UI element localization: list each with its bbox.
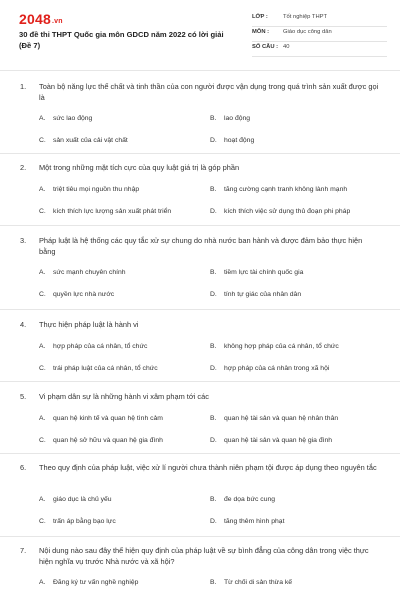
option-letter: A. bbox=[39, 186, 46, 193]
option-letter: B. bbox=[210, 343, 217, 350]
option-a[interactable] bbox=[39, 415, 163, 422]
question-number: 4. bbox=[20, 320, 27, 329]
question-divider bbox=[0, 309, 400, 310]
question-number: 1. bbox=[20, 82, 27, 91]
option-letter: C. bbox=[39, 291, 46, 298]
option-text: sản xuất của cải vật chất bbox=[53, 137, 128, 144]
option-text: quan hệ sở hữu và quan hệ gia đình bbox=[53, 437, 163, 444]
option-text: quyền lực nhà nước bbox=[53, 291, 115, 298]
question-text: Một trong những mặt tích cực của quy luật giá trị là góp phần bbox=[39, 163, 240, 172]
question-divider bbox=[0, 153, 400, 154]
question-text: Nội dung nào sau đây thể hiện quy định của pháp luật về sự bình đẳng của công dân trong việc thực hiện nghĩa vụ trước Nhà nước và xã hội? bbox=[39, 546, 369, 566]
option-text: hoạt động bbox=[224, 137, 255, 144]
option-text: Từ chối di sản thừa kế bbox=[224, 579, 293, 586]
option-b[interactable] bbox=[210, 496, 275, 503]
option-d[interactable] bbox=[210, 291, 301, 298]
option-b[interactable] bbox=[210, 579, 292, 586]
option-letter: D. bbox=[210, 437, 217, 444]
question-number: 3. bbox=[20, 236, 27, 245]
question-text: Toàn bộ năng lực thể chất và tinh thần của con người được vận dụng trong quá trình sản xuất được gọi là bbox=[39, 82, 379, 102]
option-text: tiềm lực tài chính quốc gia bbox=[224, 269, 304, 276]
option-d[interactable] bbox=[210, 365, 329, 372]
option-letter: A. bbox=[39, 115, 46, 122]
option-text: không hợp pháp của cá nhân, tổ chức bbox=[224, 343, 339, 350]
option-b[interactable] bbox=[210, 186, 347, 193]
option-text: giáo dục là chủ yếu bbox=[53, 496, 112, 503]
meta-key: MÔN : bbox=[252, 29, 270, 35]
option-b[interactable] bbox=[210, 115, 250, 122]
question-divider bbox=[0, 536, 400, 537]
option-text: hợp pháp của cá nhân trong xã hội bbox=[224, 365, 330, 372]
option-c[interactable] bbox=[39, 291, 114, 298]
option-text: quan hệ kinh tế và quan hệ tình cảm bbox=[53, 415, 163, 422]
header-divider bbox=[0, 70, 400, 71]
option-text: đe dọa bức cung bbox=[224, 496, 276, 503]
meta-key: SỐ CÂU : bbox=[252, 44, 279, 50]
option-a[interactable] bbox=[39, 186, 139, 193]
option-text: kích thích lực lượng sản xuất phát triển bbox=[53, 208, 172, 215]
option-letter: D. bbox=[210, 137, 217, 144]
option-text: tính tự giác của nhân dân bbox=[224, 291, 302, 298]
option-letter: C. bbox=[39, 518, 46, 525]
meta-row-count bbox=[252, 42, 387, 57]
option-text: quan hệ tài sản và quan hệ nhân thân bbox=[224, 415, 339, 422]
meta-key: LỚP : bbox=[252, 14, 268, 20]
question-divider bbox=[0, 381, 400, 382]
option-a[interactable] bbox=[39, 343, 147, 350]
option-c[interactable] bbox=[39, 208, 171, 215]
option-c[interactable] bbox=[39, 137, 128, 144]
option-letter: B. bbox=[210, 269, 217, 276]
option-d[interactable] bbox=[210, 208, 350, 215]
option-letter: A. bbox=[39, 343, 46, 350]
page-header bbox=[0, 0, 400, 68]
meta-row-subject bbox=[252, 27, 387, 42]
option-d[interactable] bbox=[210, 137, 254, 144]
option-a[interactable] bbox=[39, 269, 126, 276]
question-number: 2. bbox=[20, 163, 27, 172]
option-letter: D. bbox=[210, 291, 217, 298]
option-letter: C. bbox=[39, 437, 46, 444]
option-a[interactable] bbox=[39, 579, 138, 586]
question-number: 5. bbox=[20, 392, 27, 401]
option-letter: A. bbox=[39, 579, 46, 586]
option-letter: D. bbox=[210, 518, 217, 525]
meta-table bbox=[252, 12, 387, 57]
option-c[interactable] bbox=[39, 437, 163, 444]
option-letter: C. bbox=[39, 208, 46, 215]
option-c[interactable] bbox=[39, 518, 116, 525]
option-letter: B. bbox=[210, 579, 217, 586]
option-text: triệt tiêu mọi nguồn thu nhập bbox=[53, 186, 140, 193]
option-a[interactable] bbox=[39, 115, 92, 122]
option-text: quan hệ tài sản và quan hệ gia đình bbox=[224, 437, 333, 444]
option-text: tăng cường cạnh tranh không lành mạnh bbox=[224, 186, 348, 193]
meta-value[interactable]: Tốt nghiệp THPT bbox=[283, 14, 328, 20]
option-text: Đăng ký tư vấn nghề nghiệp bbox=[53, 579, 139, 586]
option-d[interactable] bbox=[210, 437, 332, 444]
option-b[interactable] bbox=[210, 343, 339, 350]
site-logo[interactable] bbox=[19, 11, 63, 27]
question-text: Thực hiện pháp luật là hành vi bbox=[39, 320, 139, 329]
option-text: sức mạnh chuyên chính bbox=[53, 269, 126, 276]
option-letter: A. bbox=[39, 496, 46, 503]
meta-value: 40 bbox=[283, 44, 290, 50]
option-c[interactable] bbox=[39, 365, 158, 372]
option-letter: D. bbox=[210, 365, 217, 372]
option-a[interactable] bbox=[39, 496, 112, 503]
logo-main: 2048 bbox=[19, 11, 51, 27]
option-letter: D. bbox=[210, 208, 217, 215]
option-d[interactable] bbox=[210, 518, 284, 525]
option-text: lao động bbox=[224, 115, 251, 122]
option-text: trấn áp bằng bạo lực bbox=[53, 518, 116, 525]
question-divider bbox=[0, 225, 400, 226]
option-text: tăng thêm hình phạt bbox=[224, 518, 285, 525]
meta-row-class bbox=[252, 12, 387, 27]
question-number: 6. bbox=[20, 463, 27, 472]
question-text: Theo quy định của pháp luật, việc xử lí người chưa thành niên phạm tội được áp dụng theo nguyên tắc bbox=[39, 463, 377, 472]
option-text: kích thích việc sử dụng thủ đoạn phi pháp bbox=[224, 208, 351, 215]
option-letter: B. bbox=[210, 115, 217, 122]
question-text: Vi phạm dân sự là những hành vi xâm phạm tới các bbox=[39, 392, 209, 401]
question-divider bbox=[0, 453, 400, 454]
logo-suffix: .vn bbox=[51, 18, 63, 25]
option-letter: B. bbox=[210, 415, 217, 422]
option-b[interactable] bbox=[210, 415, 338, 422]
document-title: 30 đề thi THPT Quốc gia môn GDCD năm 2022 có lời giải (Đề 7) bbox=[19, 30, 224, 50]
option-letter: C. bbox=[39, 137, 46, 144]
option-letter: C. bbox=[39, 365, 46, 372]
option-letter: B. bbox=[210, 186, 217, 193]
option-letter: B. bbox=[210, 496, 217, 503]
question-text: Pháp luật là hệ thống các quy tắc xử sự chung do nhà nước ban hành và được đảm bảo thực hiện bằng bbox=[39, 236, 363, 256]
option-text: hợp pháp của cá nhân, tổ chức bbox=[53, 343, 148, 350]
meta-value[interactable]: Giáo dục công dân bbox=[283, 29, 332, 35]
option-b[interactable] bbox=[210, 269, 303, 276]
option-text: trái pháp luật của cá nhân, tổ chức bbox=[53, 365, 158, 372]
option-text: sức lao động bbox=[53, 115, 93, 122]
option-letter: A. bbox=[39, 269, 46, 276]
question-number: 7. bbox=[20, 546, 27, 555]
option-letter: A. bbox=[39, 415, 46, 422]
